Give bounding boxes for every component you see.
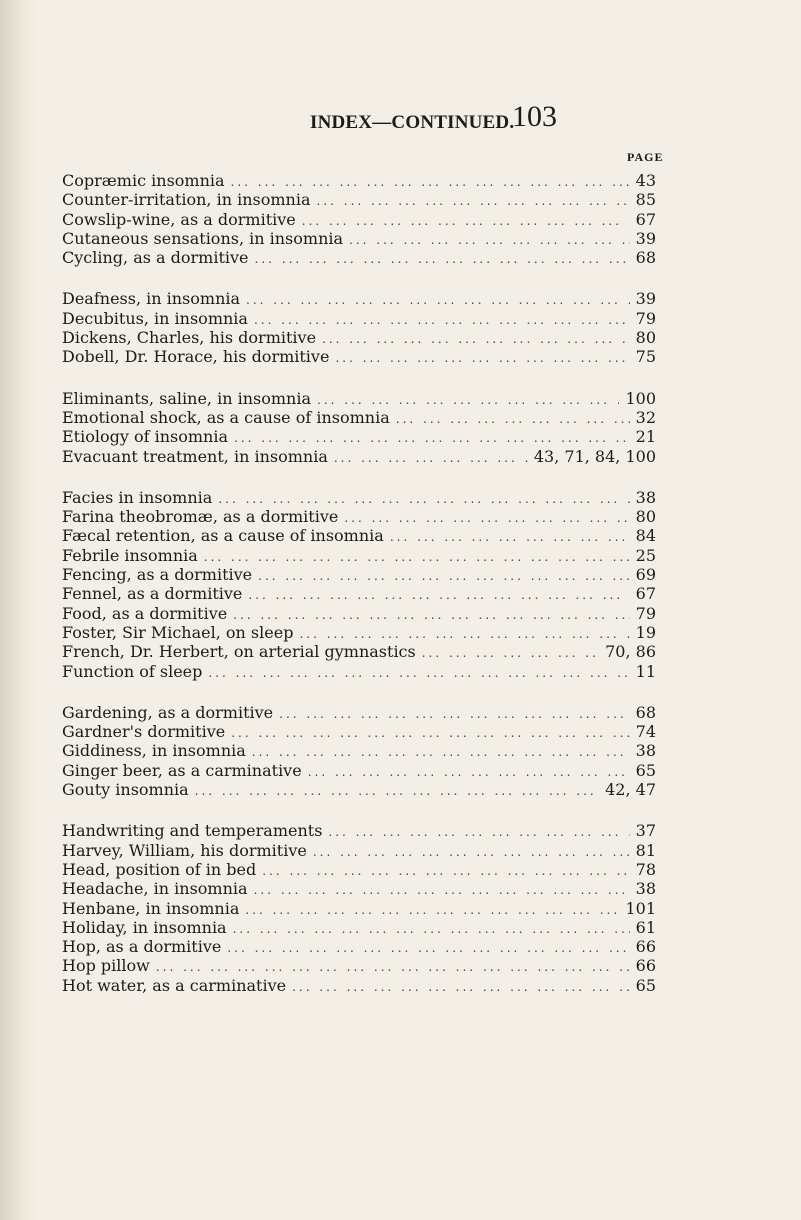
index-group-e (62, 389, 656, 466)
entry-pages: 74 (635, 722, 656, 742)
leader-dots (245, 901, 619, 920)
entry-pages: 78 (635, 859, 656, 879)
index-entry (62, 662, 656, 681)
entry-term: Harvey, William, his dormitive (62, 840, 307, 860)
entry-term: Hot water, as a carminative (62, 975, 287, 995)
entry-term: Giddiness, in insomnia (62, 741, 246, 761)
index-list (62, 171, 656, 1017)
entry-pages: 21 (635, 427, 656, 447)
index-entry (62, 956, 656, 975)
leader-dots (396, 410, 630, 429)
entry-term: Dobell, Dr. Horace, his dormitive (62, 347, 330, 367)
leader-dots (262, 862, 629, 881)
entry-term: Hop, as a dormitive (62, 937, 222, 957)
index-entry (62, 642, 656, 661)
entry-pages: 81 (635, 840, 656, 860)
entry-pages: 85 (635, 190, 656, 210)
entry-term: Dickens, Charles, his dormitive (62, 328, 317, 348)
index-entry (62, 604, 656, 623)
leader-dots (254, 881, 630, 900)
index-entry (62, 879, 656, 898)
entry-term: French, Dr. Herbert, on arterial gymnastics (62, 642, 416, 662)
entry-pages: 39 (635, 289, 656, 309)
leader-dots (258, 567, 630, 586)
entry-term: Facies in insomnia (62, 487, 213, 507)
entry-term: Copræmic insomnia (62, 171, 225, 190)
entry-term: Gardening, as a dormitive (62, 702, 274, 722)
entry-term: Deafness, in insomnia (62, 289, 241, 309)
leader-dots (195, 782, 599, 801)
index-entry (62, 623, 656, 642)
entry-term: Emotional shock, as a cause of insomnia (62, 407, 390, 427)
entry-pages: 68 (635, 702, 656, 722)
index-entry (62, 328, 656, 347)
entry-term: Function of sleep (62, 661, 203, 681)
page-header (0, 100, 801, 140)
leader-dots (349, 231, 630, 250)
entry-term: Fencing, as a dormitive (62, 565, 253, 585)
entry-pages: 70, 86 (605, 642, 656, 662)
leader-dots (334, 449, 528, 468)
leader-dots (252, 743, 630, 762)
index-entry (62, 860, 656, 879)
index-entry (62, 761, 656, 780)
index-entry (62, 229, 656, 248)
leader-dots (279, 705, 629, 724)
entry-pages: 32 (635, 407, 656, 427)
index-entry (62, 408, 656, 427)
index-entry (62, 309, 656, 328)
entry-term: Henbane, in insomnia (62, 898, 240, 918)
entry-pages: 68 (635, 248, 656, 268)
entry-pages: 67 (635, 209, 656, 229)
entry-pages: 11 (635, 661, 656, 681)
entry-pages: 65 (635, 760, 656, 780)
index-entry (62, 841, 656, 860)
entry-term: Gardner's dormitive (62, 722, 226, 742)
leader-dots (422, 644, 599, 663)
index-group-h (62, 821, 656, 995)
leader-dots (302, 212, 630, 231)
leader-dots (313, 843, 630, 862)
entry-term: Cowslip-wine, as a dormitive (62, 209, 296, 229)
entry-pages: 79 (635, 308, 656, 328)
entry-pages: 75 (635, 347, 656, 367)
index-entry (62, 190, 656, 209)
leader-dots (231, 724, 629, 743)
leader-dots (246, 291, 630, 310)
index-entry (62, 210, 656, 229)
index-group-f (62, 488, 656, 681)
entry-term: Eliminants, saline, in insomnia (62, 388, 311, 408)
entry-term: Hop pillow (62, 956, 150, 976)
index-entry (62, 171, 656, 190)
entry-term: Fennel, as a dormitive (62, 584, 243, 604)
entry-term: Cutaneous sensations, in insomnia (62, 228, 344, 248)
entry-term: Ginger beer, as a carminative (62, 760, 302, 780)
entry-pages: 66 (635, 956, 656, 976)
entry-term: Cycling, as a dormitive (62, 248, 249, 268)
index-entry (62, 248, 656, 267)
index-entry (62, 526, 656, 545)
entry-term: Farina theobromæ, as a dormitive (62, 507, 339, 527)
entry-pages: 37 (635, 821, 656, 841)
entry-term: Food, as a dormitive (62, 603, 228, 623)
entry-pages: 65 (635, 975, 656, 995)
index-entry (62, 507, 656, 526)
entry-pages: 67 (635, 584, 656, 604)
leader-dots (335, 349, 629, 368)
leader-dots (208, 664, 629, 683)
index-entry (62, 741, 656, 760)
index-entry (62, 937, 656, 956)
entry-pages: 25 (635, 545, 656, 565)
entry-term: Headache, in insomnia (62, 879, 248, 899)
index-entry (62, 976, 656, 995)
entry-term: Head, position of in bed (62, 859, 257, 879)
leader-dots (328, 823, 629, 842)
page-number: 103 (512, 100, 557, 133)
entry-term: Febrile insomnia (62, 545, 198, 565)
running-title: INDEX—CONTINUED. (310, 112, 515, 133)
leader-dots (227, 939, 629, 958)
leader-dots (322, 330, 630, 349)
entry-pages: 101 (625, 898, 656, 918)
entry-pages: 43 (635, 171, 656, 190)
index-entry (62, 722, 656, 741)
entry-term: Fæcal retention, as a cause of insomnia (62, 526, 384, 546)
index-entry (62, 289, 656, 308)
entry-pages: 79 (635, 603, 656, 623)
page-column-label: PAGE (627, 150, 664, 164)
leader-dots (204, 548, 630, 567)
index-group-d (62, 289, 656, 366)
entry-pages: 19 (635, 622, 656, 642)
entry-pages: 39 (635, 228, 656, 248)
entry-pages: 38 (635, 487, 656, 507)
leader-dots (308, 763, 630, 782)
index-entry (62, 488, 656, 507)
index-entry (62, 703, 656, 722)
entry-term: Decubitus, in insomnia (62, 308, 248, 328)
leader-dots (255, 250, 630, 269)
entry-pages: 42, 47 (605, 780, 656, 800)
entry-pages: 80 (635, 507, 656, 527)
index-entry (62, 427, 656, 446)
entry-term: Etiology of insomnia (62, 427, 229, 447)
index-group-c (62, 171, 656, 267)
entry-term: Gouty insomnia (62, 780, 189, 800)
entry-pages: 80 (635, 328, 656, 348)
index-entry (62, 821, 656, 840)
leader-dots (248, 586, 629, 605)
index-entry (62, 546, 656, 565)
leader-dots (292, 978, 630, 997)
index-entry (62, 899, 656, 918)
leader-dots (390, 528, 630, 547)
leader-dots (317, 192, 630, 211)
entry-term: Evacuant treatment, in insomnia (62, 446, 328, 466)
entry-pages: 100 (625, 388, 656, 408)
entry-term: Handwriting and temperaments (62, 821, 323, 841)
index-group-g (62, 703, 656, 799)
index-entry (62, 389, 656, 408)
entry-pages: 69 (635, 565, 656, 585)
index-entry (62, 584, 656, 603)
index-entry (62, 347, 656, 366)
index-entry (62, 780, 656, 799)
entry-term: Counter-irritation, in insomnia (62, 190, 311, 210)
entry-pages: 38 (635, 879, 656, 899)
entry-pages: 84 (635, 526, 656, 546)
index-entry (62, 447, 656, 466)
entry-pages: 38 (635, 741, 656, 761)
index-entry (62, 918, 656, 937)
entry-pages: 43, 71, 84, 100 (533, 446, 656, 466)
entry-pages: 61 (635, 917, 656, 937)
entry-term: Foster, Sir Michael, on sleep (62, 622, 294, 642)
index-entry (62, 565, 656, 584)
entry-pages: 66 (635, 937, 656, 957)
leader-dots (233, 920, 630, 939)
entry-term: Holiday, in insomnia (62, 917, 227, 937)
